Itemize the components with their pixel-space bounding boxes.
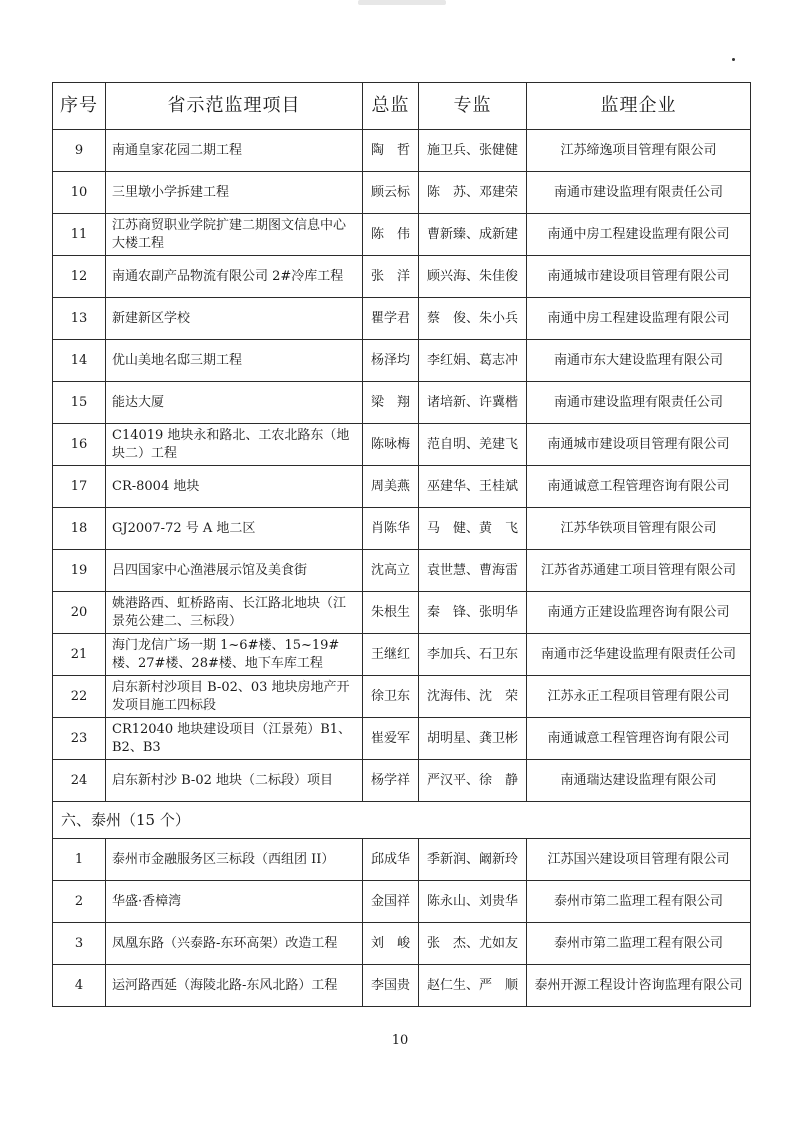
supervision-company: 江苏省苏通建工项目管理有限公司 — [527, 550, 751, 592]
chief-supervisor: 杨泽均 — [363, 340, 419, 382]
row-number: 1 — [53, 839, 106, 881]
scan-mark — [358, 0, 446, 5]
table-row — [53, 965, 751, 1007]
supervision-company: 南通市泛华建设监理有限责任公司 — [527, 634, 751, 676]
project-name: 启东新村沙项目 B-02、03 地块房地产开发项目施工四标段 — [106, 676, 363, 718]
table-row — [53, 676, 751, 718]
specialist-supervisors: 陈 苏、邓建荣 — [419, 172, 527, 214]
project-table — [52, 82, 751, 1007]
specialist-supervisors: 范自明、羌建飞 — [419, 424, 527, 466]
specialist-supervisors: 巫建华、王桂斌 — [419, 466, 527, 508]
project-name: GJ2007-72 号 A 地二区 — [106, 508, 363, 550]
supervision-company: 南通市建设监理有限责任公司 — [527, 172, 751, 214]
row-number: 9 — [53, 130, 106, 172]
row-number: 18 — [53, 508, 106, 550]
specialist-supervisors: 李加兵、石卫东 — [419, 634, 527, 676]
chief-supervisor: 陶 哲 — [363, 130, 419, 172]
row-number: 10 — [53, 172, 106, 214]
project-name: 凤凰东路（兴泰路-东环高架）改造工程 — [106, 923, 363, 965]
supervision-company: 南通中房工程建设监理有限公司 — [527, 298, 751, 340]
chief-supervisor: 金国祥 — [363, 881, 419, 923]
row-number: 4 — [53, 965, 106, 1007]
supervision-company: 南通诚意工程管理咨询有限公司 — [527, 466, 751, 508]
header-row — [53, 83, 751, 130]
specialist-supervisors: 袁世慧、曹海雷 — [419, 550, 527, 592]
project-name: 能达大厦 — [106, 382, 363, 424]
project-name: CR12040 地块建设项目（江景苑）B1、B2、B3 — [106, 718, 363, 760]
row-number: 3 — [53, 923, 106, 965]
project-name: C14019 地块永和路北、工农北路东（地块二）工程 — [106, 424, 363, 466]
chief-supervisor: 杨学祥 — [363, 760, 419, 802]
row-number: 24 — [53, 760, 106, 802]
row-number: 15 — [53, 382, 106, 424]
supervision-company: 江苏国兴建设项目管理有限公司 — [527, 839, 751, 881]
table-row — [53, 214, 751, 256]
project-name: 三里墩小学拆建工程 — [106, 172, 363, 214]
table-row — [53, 718, 751, 760]
project-name: 姚港路西、虹桥路南、长江路北地块（江景苑公建二、三标段） — [106, 592, 363, 634]
supervision-company: 泰州市第二监理工程有限公司 — [527, 881, 751, 923]
chief-supervisor: 崔爱军 — [363, 718, 419, 760]
row-number: 14 — [53, 340, 106, 382]
row-number: 23 — [53, 718, 106, 760]
project-name: 泰州市金融服务区三标段（西组团 II） — [106, 839, 363, 881]
specialist-supervisors: 胡明星、龚卫彬 — [419, 718, 527, 760]
taizhou-rows — [53, 839, 751, 1007]
project-name: 海门龙信广场一期 1~6#楼、15~19#楼、27#楼、28#楼、地下车库工程 — [106, 634, 363, 676]
supervision-company: 江苏缔逸项目管理有限公司 — [527, 130, 751, 172]
supervision-company: 泰州市第二监理工程有限公司 — [527, 923, 751, 965]
supervision-company: 南通诚意工程管理咨询有限公司 — [527, 718, 751, 760]
section-title: 六、泰州（15 个） — [53, 802, 751, 839]
specialist-supervisors: 施卫兵、张健健 — [419, 130, 527, 172]
chief-supervisor: 瞿学君 — [363, 298, 419, 340]
nantong-rows — [53, 130, 751, 802]
section-row — [53, 802, 751, 839]
project-name: 优山美地名邸三期工程 — [106, 340, 363, 382]
table-row — [53, 466, 751, 508]
supervision-company: 南通市建设监理有限责任公司 — [527, 382, 751, 424]
supervision-company: 南通方正建设监理咨询有限公司 — [527, 592, 751, 634]
project-name: 江苏商贸职业学院扩建二期图文信息中心大楼工程 — [106, 214, 363, 256]
row-number: 16 — [53, 424, 106, 466]
row-number: 13 — [53, 298, 106, 340]
table-row — [53, 634, 751, 676]
chief-supervisor: 陈咏梅 — [363, 424, 419, 466]
table-row — [53, 881, 751, 923]
project-name: 南通农副产品物流有限公司 2#冷库工程 — [106, 256, 363, 298]
project-name: 南通皇家花园二期工程 — [106, 130, 363, 172]
table-row — [53, 923, 751, 965]
specialist-supervisors: 赵仁生、严 顺 — [419, 965, 527, 1007]
chief-supervisor: 肖陈华 — [363, 508, 419, 550]
table-row — [53, 508, 751, 550]
chief-supervisor: 梁 翔 — [363, 382, 419, 424]
chief-supervisor: 张 洋 — [363, 256, 419, 298]
project-name: 启东新村沙 B-02 地块（二标段）项目 — [106, 760, 363, 802]
header-seq: 序号 — [53, 83, 106, 130]
specialist-supervisors: 陈永山、刘贵华 — [419, 881, 527, 923]
supervision-company: 南通市东大建设监理有限公司 — [527, 340, 751, 382]
project-name: 吕四国家中心渔港展示馆及美食街 — [106, 550, 363, 592]
specialist-supervisors: 蔡 俊、朱小兵 — [419, 298, 527, 340]
supervision-company: 泰州开源工程设计咨询监理有限公司 — [527, 965, 751, 1007]
chief-supervisor: 王继红 — [363, 634, 419, 676]
chief-supervisor: 陈 伟 — [363, 214, 419, 256]
table-row — [53, 130, 751, 172]
chief-supervisor: 沈高立 — [363, 550, 419, 592]
project-name: 运河路西延（海陵北路-东风北路）工程 — [106, 965, 363, 1007]
supervision-company: 南通城市建设项目管理有限公司 — [527, 256, 751, 298]
chief-supervisor: 徐卫东 — [363, 676, 419, 718]
table-row — [53, 839, 751, 881]
table-row — [53, 592, 751, 634]
project-name: 新建新区学校 — [106, 298, 363, 340]
supervision-company: 南通中房工程建设监理有限公司 — [527, 214, 751, 256]
table-row — [53, 382, 751, 424]
specialist-supervisors: 曹新臻、成新建 — [419, 214, 527, 256]
project-name: 华盛·香樟湾 — [106, 881, 363, 923]
supervision-company: 江苏永正工程项目管理有限公司 — [527, 676, 751, 718]
row-number: 12 — [53, 256, 106, 298]
table-row — [53, 298, 751, 340]
chief-supervisor: 刘 峻 — [363, 923, 419, 965]
header-project: 省示范监理项目 — [106, 83, 363, 130]
row-number: 17 — [53, 466, 106, 508]
chief-supervisor: 李国贵 — [363, 965, 419, 1007]
project-name: CR-8004 地块 — [106, 466, 363, 508]
table-row — [53, 172, 751, 214]
specialist-supervisors: 沈海伟、沈 荣 — [419, 676, 527, 718]
specialist-supervisors: 马 健、黄 飞 — [419, 508, 527, 550]
header-chief: 总监 — [363, 83, 419, 130]
supervision-company: 南通瑞达建设监理有限公司 — [527, 760, 751, 802]
specialist-supervisors: 张 杰、尤如友 — [419, 923, 527, 965]
page-number: 10 — [391, 1033, 409, 1048]
header-company: 监理企业 — [527, 83, 751, 130]
chief-supervisor: 朱根生 — [363, 592, 419, 634]
chief-supervisor: 邱成华 — [363, 839, 419, 881]
supervision-company: 江苏华铁项目管理有限公司 — [527, 508, 751, 550]
row-number: 20 — [53, 592, 106, 634]
specialist-supervisors: 严汉平、徐 静 — [419, 760, 527, 802]
header-specialist: 专监 — [419, 83, 527, 130]
specialist-supervisors: 顾兴海、朱佳俊 — [419, 256, 527, 298]
row-number: 19 — [53, 550, 106, 592]
specialist-supervisors: 诸培新、许冀楷 — [419, 382, 527, 424]
table-row — [53, 340, 751, 382]
row-number: 21 — [53, 634, 106, 676]
table-row — [53, 424, 751, 466]
row-number: 22 — [53, 676, 106, 718]
supervision-company: 南通城市建设项目管理有限公司 — [527, 424, 751, 466]
row-number: 11 — [53, 214, 106, 256]
chief-supervisor: 周美燕 — [363, 466, 419, 508]
table-row — [53, 550, 751, 592]
scan-dot — [732, 58, 735, 61]
specialist-supervisors: 秦 锋、张明华 — [419, 592, 527, 634]
table-row — [53, 760, 751, 802]
table-row — [53, 256, 751, 298]
specialist-supervisors: 李红娟、葛志冲 — [419, 340, 527, 382]
row-number: 2 — [53, 881, 106, 923]
chief-supervisor: 顾云标 — [363, 172, 419, 214]
specialist-supervisors: 季新润、阚新玲 — [419, 839, 527, 881]
